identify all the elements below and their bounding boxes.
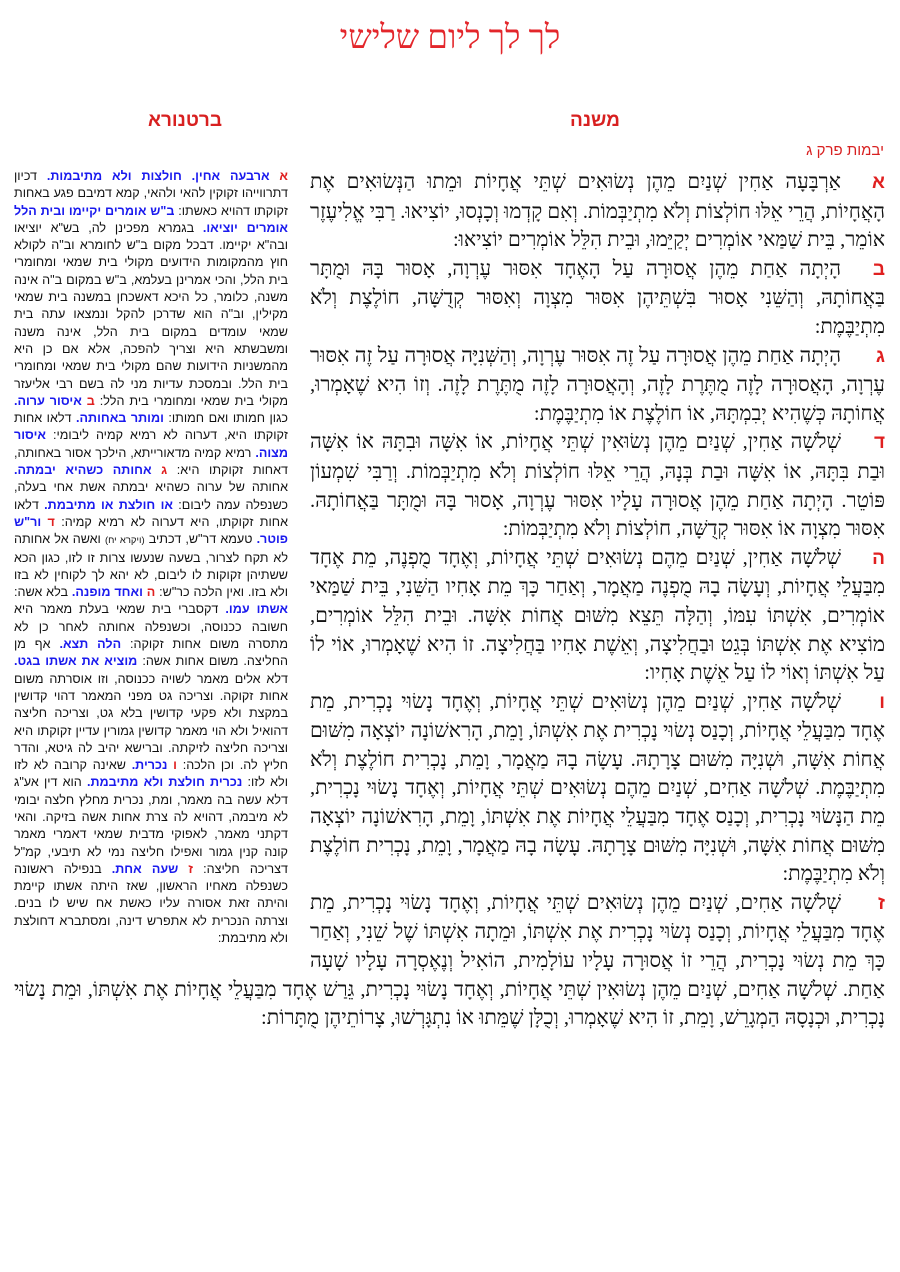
commentary-headword: מוציא את אשתו בגט. [14, 654, 138, 669]
commentary-headword: אשתו עמו. [225, 602, 289, 617]
commentary-number: א [269, 169, 289, 183]
mishnah-number: ז [878, 892, 885, 914]
mishnah-body: שְׁלֹשָׁה אַחִים, שְׁנַיִם מֵהֶן נְשׂוּאִים שְׁתֵּי אֲחָיוֹת, וְאֶחָד נָשׂוּי נָכְרִית, מֵת אֶחָד מִבַּעֲלֵי אֲחָיוֹת, וְכָנַס נְשׂוּי נָכְרִית אֶת אִשְׁתּוֹ, וּמֵתָה אִשְׁתּוֹ שֶׁל שֵׁנִי, וְאַחַר כָּךְ מֵת נְשׂוּי נָכְרִית, הֲרֵי זוֹ אֲסוּרָה עָלָיו עוֹלָמִית, הוֹאִיל וְנֶאֶסְרָה עָלָיו שָׁעָה אַחַת. שְׁלֹשָׁה אַחִים, שְׁנַיִם מֵהֶן נְשׂוּאִין שְׁתֵּי אֲחָיוֹת, וְאֶחָד נָשׂוּי נָכְרִית, גֵּרַשׁ אֶחָד מִבַּעֲלֵי אֲחָיוֹת אֶת אִשְׁתּוֹ, וּמֵת נָשׂוּי נָכְרִית, וּכְנָסָהּ הַמְגָרֵשׁ, וָמֵת, זוֹ הִיא שֶׁאָמְרוּ, וְכֻלָּן שֶׁמֵּתוּ אוֹ נִתְגָּרְשׁוּ, צָרוֹתֵיהֶן מֻתָּרוֹת: [14, 891, 885, 1030]
commentary-text: דלא אלים מאמר לשויה ככנוסה, וזו אוסרתה משום אחות זקוקה. וצריכה גט מפני המאמר דהוי קדושין במקצת ולא פקעי קדושין בלא גט, וצריכה חליצה דהואיל ולא הוי מאמר קדושין גמורין עדיין זקוקתו היא וצריכה חליצה לזיקתה. וברישא יהיב לה גיטא, והדר חליץ לה. וכן הלכה: [14, 671, 288, 773]
commentary-headword: או חולצת או מתיבמת. [44, 497, 173, 512]
mishnah-number: ב [872, 258, 885, 280]
commentary-text: הוא דין אע"ג דלא עשה בה מאמר, ומת, נכרית מחלץ חלצה יבומי לא מיבמה, דהויא לה צרת אחות אשה בזיקה. והאי דקתני מאמר, לאפוקי מדבית שמאי דאמרי מאמר קונה קנין גמור ואפילו חליצה נמי לא תיבעי, קמ"ל דצריכה חליצה: [14, 775, 288, 876]
commentary-text: דלאו אחות זקוקתו, היא דערוה לא רמיא קמיה: [14, 497, 288, 529]
mishnah-body: שְׁלֹשָׁה אַחִין, שְׁנַיִם מֵהֶן נְשׂוּאִים שְׁתֵּי אֲחָיוֹת, וְאֶחָד נָשׂוּי נָכְרִית, מֵת אֶחָד מִבַּעֲלֵי אֲחָיוֹת, וְכָנַס נְשׂוּי נָכְרִית אֶת אִשְׁתּוֹ, וָמֵת, הָרִאשׁוֹנָה יוֹצְאָה מִשּׁוּם אֲחוֹת אִשָּׁה, וּשְׁנִיָּה מִשּׁוּם צָרָתָהּ. עָשָׂה בָהּ מַאֲמָר, וָמֵת, נָכְרִית חוֹלֶצֶת וְלֹא מִתְיַבֶּמֶת. שְׁלֹשָׁה אַחִים, שְׁנַיִם מֵהֶם נְשׂוּאִים שְׁתֵּי אֲחָיוֹת, וְאֶחָד נָשׂוּי נָכְרִית, מֵת הַנָּשׂוּי נָכְרִית, וְכָנַס אֶחָד מִבַּעֲלֵי אֲחָיוֹת אֶת אִשְׁתּוֹ, וָמֵת, הָרִאשׁוֹנָה יוֹצְאָה מִשּׁוּם אֲחוֹת אִשָּׁה, וּשְׁנִיָּה מִשּׁוּם צָרָתָהּ. עָשָׂה בָהּ מַאֲמָר, וָמֵת, נָכְרִית חוֹלֶצֶת וְלֹא מִתְיַבֶּמֶת: [310, 690, 885, 886]
commentary-text: בנפילה ראשונה כשנפלה מאחיו הראשון, שאז היתה אשתו קיימת והיתה זאת אסורה עליו כאשת אח שיש לו בנים. וצרתה הנכרית לא אתפרש דינה, ומסתברא דחולצת ולא מתיבמת: [14, 861, 288, 946]
mishnah-number: ג [875, 345, 885, 367]
commentary-number: ו [167, 758, 177, 773]
bartenura-header: ברטנורא [147, 110, 222, 131]
commentary-text: שאינה קרובה לא לזו ולא לזו: [14, 758, 288, 790]
commentary-text: ואשה אל אחותה לא תקח לצרור, בשעה שנעשו צרות זו לזו, כגון הכא ששתיהן זקוקות לו ליבום, לא יהא לך לקוחין לא בזו ולא בזו. ואין הלכה כר"ש: [14, 532, 288, 600]
commentary-text: דלאו אחות זקוקתו היא, דערוה לא רמיא קמיה ליבומי: [14, 411, 288, 443]
commentary-headword: אחותה כשהיא יבמתה. [14, 463, 152, 478]
mishnah-body: אַרְבָּעָה אַחִין שְׁנַיִם מֵהֶן נְשׂוּאִים שְׁתֵּי אֲחָיוֹת וּמֵתוּ הַנְּשׂוּאִים אֶת הָאֲחָיוֹת, הֲרֵי אֵלּוּ חוֹלְצוֹת וְלֹא מִתְיַבְּמוֹת. וְאִם קָדְמוּ וְכָנְסוּ, יוֹצִיאוּ. רַבִּי אֱלִיעֶזֶר אוֹמֵר, בֵּית שַׁמַּאי אוֹמְרִים יְקַיֵּמוּ, וּבֵית הִלֵּל אוֹמְרִים יוֹצִיאוּ: [310, 171, 885, 252]
commentary-text: אף מן החליצה. משום אחות אשה: [14, 637, 288, 669]
commentary-headword: ומותר באחותה. [76, 411, 164, 426]
mishnah-number: ו [879, 691, 885, 713]
page-title: לך לך ליום שלישי [339, 20, 561, 56]
commentary-text: בלא אשה: [14, 585, 72, 600]
commentary-number: ג [151, 463, 168, 478]
commentary-number: ד [41, 514, 55, 529]
mishnah-body: הָיְתָה אַחַת מֵהֶן אֲסוּרָה עַל זֶה אִסּוּר עֶרְוָה, וְהַשְּׁנִיָּה אֲסוּרָה עַל זֶה אִסּוּר עֶרְוָה, הָאֲסוּרָה לָזֶה מֻתֶּרֶת לָזֶה, וְהָאֲסוּרָה לָזֶה מֻתֶּרֶת לָזֶה. וְזוֹ הִיא שֶׁאָמְרוּ, אֲחוֹתָהּ כְּשֶׁהִיא יְבִמְתָּהּ, אוֹ חוֹלֶצֶת אוֹ מִתְיַבֶּמֶת: [310, 344, 885, 425]
commentary-headword: הלה תצא. [59, 637, 122, 652]
commentary-headword: נכרית. [131, 758, 168, 773]
chapter-label: יבמות פרק ג [806, 142, 884, 159]
commentary-text: טעמא דר"ש, דכתיב [144, 532, 257, 547]
mishnah-number: ה [872, 547, 885, 569]
commentary-headword: ואחד מופנה. [71, 585, 143, 600]
commentary-headword: נכרית חולצת ולא מתיבמת. [86, 775, 243, 790]
commentary-headword: ור"ש פוטר. [14, 514, 288, 547]
commentary-headword: ב"ש אומרים יקיימו ובית הלל אומרים יוציאו. [14, 203, 288, 235]
content [14, 168, 885, 1033]
commentary-text: דכיון דתרווייהו זקוקין להאי ולהאי, קמא דמיבם פגע באחות זקוקתו דהויא כאשתו: [14, 169, 288, 218]
commentary-number: ז [178, 861, 193, 876]
commentary-headword: איסור ערוה. [14, 393, 82, 408]
mishnah-header: משנה [570, 110, 620, 131]
commentary-text: כגון חמותו ואם חמותו: [163, 411, 289, 426]
commentary-citation: (ויקרא יח) [104, 535, 145, 547]
mishnah-number: א [872, 172, 885, 193]
commentary-text: בגמרא מפכינן לה, בש"א יוציאו ובה"א יקיימו. דבכל מקום ב"ש לחומרא וב"ה לקולא חוץ מהמקומות הידועים מקולי בית שמאי ומחומרי בית הלל, והכי אמרינן בעלמא, ב"ש במקום ב"ה אינה משנה, כלומר, כל היכא דאשכחן במשנה בית שמאי מקילין, וב"ה הוא שדרכן להקל ונמצאו עתה בית שמאי עומדים במקום בית הלל, אינה משנה ומשבשתא היא וצריך להפכה, אלא אם כן היא מהמשניות הידועות שהם מקולי בית שמאי ומחומרי בית הלל. ובמסכת עדיות מני לה בשם רבי אליעזר מקולי בית שמאי ומחומרי בית הלל: [14, 220, 289, 408]
commentary-text: רמיא קמיה מדאורייתא, הילכך אסור באחותה, דאחות זקוקתו היא: [14, 445, 288, 478]
mishnah-number: ד [873, 432, 885, 454]
bartenura-commentary [14, 168, 288, 947]
commentary-headword: ארבעה אחין. חולצות ולא מתיבמות. [46, 169, 270, 183]
commentary-headword: שעה אחת. [111, 861, 179, 876]
commentary-headword: איסור מצוה. [14, 428, 288, 460]
mishnah-body: שְׁלֹשָׁה אַחִין, שְׁנַיִם מֵהֶן נְשׂוּאִין שְׁתֵּי אֲחָיוֹת, אוֹ אִשָּׁה וּבִתָּהּ אוֹ אִשָּׁה וּבַת בִּתָּהּ, אוֹ אִשָּׁה וּבַת בְּנָהּ, הֲרֵי אֵלּוּ חוֹלְצוֹת וְלֹא מִתְיַבְּמוֹת. וְרַבִּי שִׁמְעוֹן פּוֹטֵר. הָיְתָה אַחַת מֵהֶן אֲסוּרָה עָלָיו אִסּוּר עֶרְוָה, אָסוּר בָּהּ וּמֻתָּר בַּאֲחוֹתָהּ. אִסּוּר מִצְוָה אוֹ אִסּוּר קְדֻשָּׁה, חוֹלְצוֹת וְלֹא מִתְיַבְּמוֹת: [310, 431, 885, 541]
commentary-text: דקסברי בית שמאי בעלת מאמר היא חשובה ככנוסה, וכשנפלה אחותה לאחר כן לא מתסרה משום אחות זקוקה: [14, 602, 288, 652]
commentary-number: ה [142, 585, 156, 600]
commentary-number: ב [81, 393, 95, 408]
mishnah-body: הָיְתָה אַחַת מֵהֶן אֲסוּרָה עַל הָאֶחָד אִסּוּר עֶרְוָה, אָסוּר בָּהּ וּמֻתָּר בַּאֲחוֹתָהּ, וְהַשֵּׁנִי אָסוּר בִּשְׁתֵּיהֶן אִסּוּר מִצְוָה וְאִסּוּר קְדֻשָּׁה, חוֹלֶצֶת וְלֹא מִתְיַבֶּמֶת: [310, 257, 885, 338]
mishnah-body: שְׁלֹשָׁה אַחִין, שְׁנַיִם מֵהֶם נְשׂוּאִים שְׁתֵּי אֲחָיוֹת, וְאֶחָד מֻפְנֶה, מֵת אֶחָד מִבַּעֲלֵי אֲחָיוֹת, וְעָשָׂה בָהּ מֻפְנֶה מַאֲמָר, וְאַחַר כָּךְ מֵת אָחִיו הַשֵּׁנִי, בֵּית שַׁמַּאי אוֹמְרִים, אִשְׁתּוֹ עִמּוֹ, וְהַלָּה תֵּצֵא מִשּׁוּם אֲחוֹת אִשָּׁה. וּבֵית הִלֵּל אוֹמְרִים, מוֹצִיא אֶת אִשְׁתּוֹ בְּגֵט וּבַחֲלִיצָה, וְאֵשֶׁת אָחִיו בַּחֲלִיצָה. זוֹ הִיא שֶׁאָמְרוּ, אוֹי לוֹ עַל אִשְׁתּוֹ וְאוֹי לוֹ עַל אֵשֶׁת אָחִיו: [310, 546, 885, 685]
commentary-text: אחותה של ערוה כשהיא יבמתה אשת אחי בעלה, כשנפלה עמה ליבום: [14, 480, 289, 512]
